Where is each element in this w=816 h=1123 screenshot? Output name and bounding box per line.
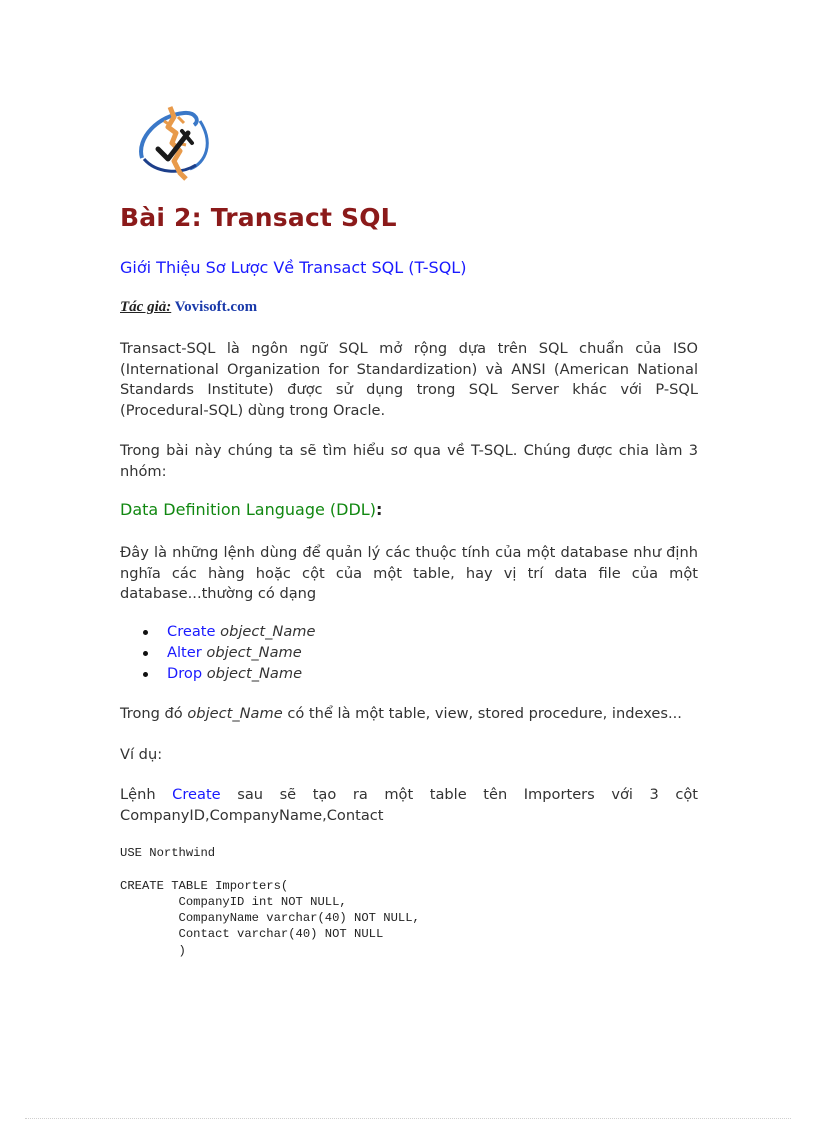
command-object: object_Name	[206, 644, 302, 661]
object-note-object: object_Name	[187, 705, 283, 722]
example-suffix: sau sẽ tạo ra một table tên Importers với 3 cột CompanyID,CompanyName,Contact	[120, 786, 699, 824]
command-keyword: Alter	[167, 644, 202, 661]
example-text	[120, 785, 698, 826]
object-note	[120, 704, 698, 725]
code-block: USE Northwind CREATE TABLE Importers( CompanyID int NOT NULL, CompanyName varchar(40) NOT NULL, Contact varchar(40) NOT NULL )	[120, 846, 420, 958]
ddl-heading-text: Data Definition Language (DDL)	[120, 500, 376, 519]
command-object: object_Name	[206, 665, 303, 682]
author-line	[120, 299, 257, 316]
vovisoft-logo	[134, 103, 214, 183]
ddl-heading	[120, 500, 382, 519]
example-keyword: Create	[172, 786, 221, 803]
object-note-prefix: Trong đó	[120, 705, 188, 722]
command-object: object_Name	[220, 623, 316, 640]
ddl-heading-colon: :	[375, 500, 383, 519]
page-divider	[25, 1118, 791, 1119]
page-subtitle: Giới Thiệu Sơ Lược Về Transact SQL (T-SQL)	[120, 258, 467, 277]
list-item	[140, 642, 315, 663]
list-item	[140, 621, 315, 642]
page-title: Bài 2: Transact SQL	[120, 203, 397, 232]
example-prefix: Lệnh	[120, 786, 173, 803]
example-label: Ví dụ:	[120, 746, 163, 763]
logo-icon	[134, 103, 214, 183]
overview-paragraph: Trong bài này chúng ta sẽ tìm hiểu sơ qua về T-SQL. Chúng được chia làm 3 nhóm:	[120, 442, 698, 480]
intro-paragraph: Transact-SQL là ngôn ngữ SQL mở rộng dựa trên SQL chuẩn của ISO (International Organization for Standardization) và ANSI (American National Standards Institute) được sử dụng trong SQL Server khác với P-SQL (Procedural-SQL) dùng trong Oracle.	[120, 340, 698, 419]
object-note-suffix: có thể là một table, view, stored procedure, indexes...	[282, 705, 682, 722]
author-name[interactable]: Vovisoft.com	[174, 299, 258, 315]
list-item	[140, 663, 315, 684]
ddl-description: Đây là những lệnh dùng để quản lý các thuộc tính của một database như định nghĩa các hàng hoặc cột của một table, hay vị trí data file của một database...thường có dạng	[120, 544, 698, 602]
author-label: Tác giả:	[120, 299, 172, 315]
command-list	[140, 621, 315, 684]
command-keyword: Drop	[167, 665, 203, 682]
command-keyword: Create	[167, 623, 216, 640]
